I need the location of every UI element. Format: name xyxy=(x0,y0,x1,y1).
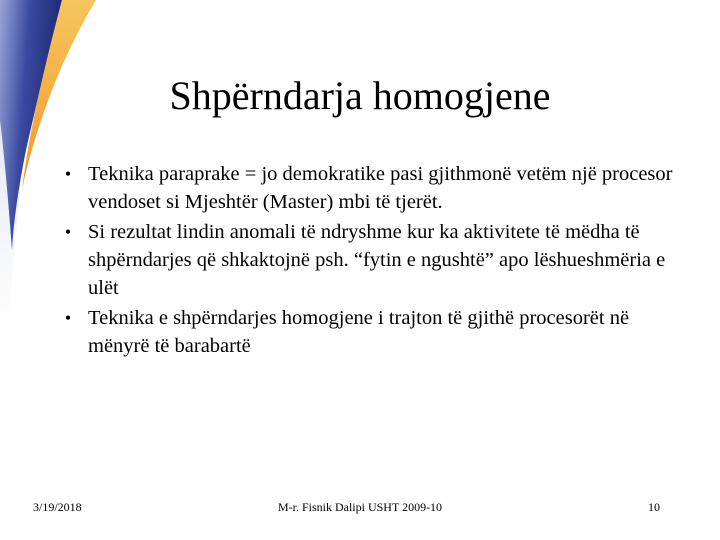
bullet-text: Si rezultat lindin anomali të ndryshme kur ka aktivitete të mëdha të shpërndarjes që shkaktojnë psh. “fytin e ngushtë” apo lëshueshmëria e ulët xyxy=(88,221,666,299)
bullet-text: Teknika paraprake = jo demokratike pasi gjithmonë vetëm një procesor vendoset si Mjeshtër (Master) mbi të tjerët. xyxy=(88,163,673,213)
bullet-marker: • xyxy=(64,308,72,328)
bullet-marker: • xyxy=(64,164,72,184)
bullet-item xyxy=(56,304,676,360)
bullet-item xyxy=(56,218,676,302)
footer-author: M-r. Fisnik Dalipi USHT 2009-10 xyxy=(277,500,443,514)
footer-date: 3/19/2018 xyxy=(33,500,82,514)
bullet-item xyxy=(56,160,676,216)
footer-page-number: 10 xyxy=(648,500,660,514)
slide-title: Shpërndarja homogjene xyxy=(169,73,551,118)
bullet-marker: • xyxy=(64,222,72,242)
bullet-text: Teknika e shpërndarjes homogjene i trajton të gjithë procesorët në mënyrë të barabartë xyxy=(88,307,630,357)
bullet-list xyxy=(56,160,676,362)
